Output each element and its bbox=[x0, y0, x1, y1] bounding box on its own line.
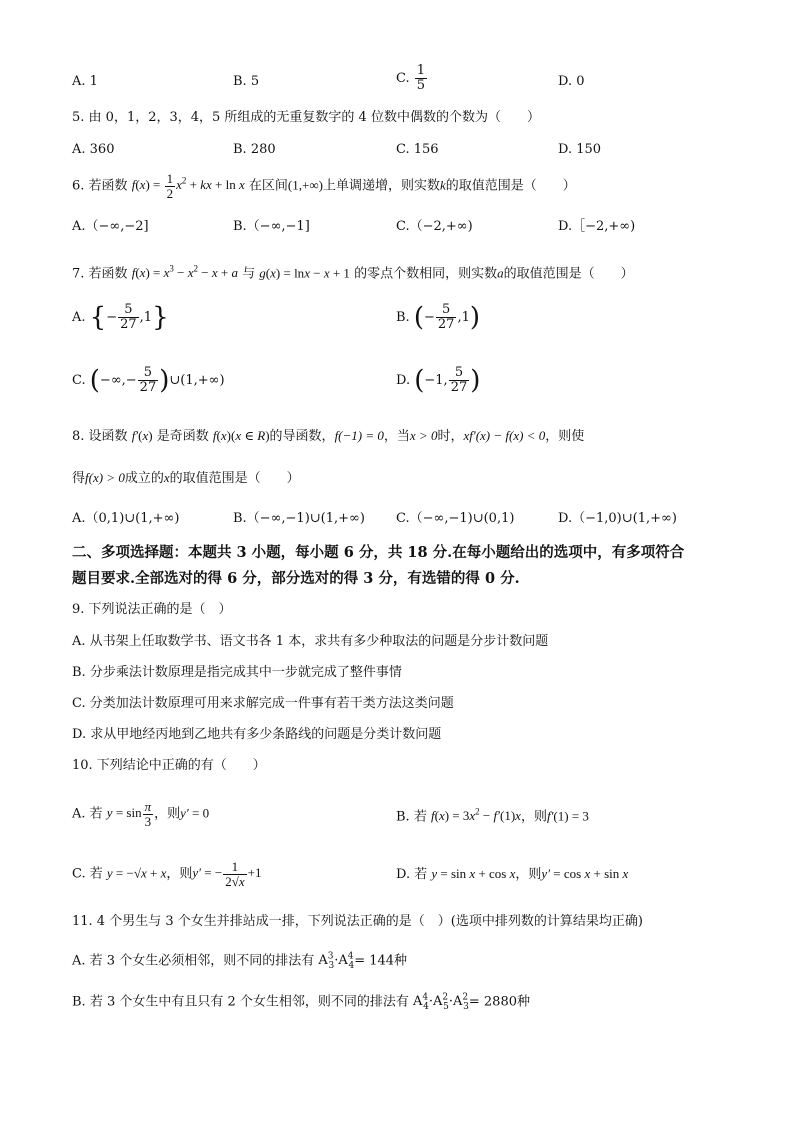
q9-option-a: A. 从书架上任取数学书、语文书各 1 本，求共有多少种取法的问题是分步计数问题 bbox=[72, 634, 549, 649]
q10-stem: 10. 下列结论中正确的有（ ） bbox=[72, 758, 266, 773]
q4-option-b: B. 5 bbox=[233, 74, 260, 89]
q8-option-d: D.（−1,0)∪(1,+∞) bbox=[558, 511, 677, 526]
q5-option-a: A. 360 bbox=[72, 142, 115, 157]
q4-option-c-label: C. bbox=[396, 71, 410, 86]
q4-option-d: D. 0 bbox=[558, 74, 585, 89]
q6-option-b: B.（−∞,−1] bbox=[233, 219, 310, 234]
q8-stem-line2: 得f(x) > 0成立的x的取值范围是（ ） bbox=[72, 470, 300, 486]
q10-option-d: D. 若 y = sin x + cos x，则y′ = cos x + sin x bbox=[396, 866, 629, 882]
section2-heading-line1: 二、多项选择题：本题共 3 小题，每小题 6 分，共 18 分.在每小题给出的选项中，有多项符合 bbox=[72, 544, 685, 561]
q8-option-a: A.（0,1)∪(1,+∞) bbox=[72, 511, 180, 526]
q5-stem: 5. 由 0，1，2，3，4，5 所组成的无重复数字的 4 位数中偶数的个数为（ ） bbox=[72, 110, 540, 125]
q6-option-c: C.（−2,+∞) bbox=[396, 219, 473, 234]
q7-option-a: A. {− $\frac{5}{27}$ ,1} bbox=[72, 302, 169, 333]
q4-option-c-fraction: $\frac{1}{5}$ bbox=[416, 63, 426, 93]
q7-option-c: C. (−∞,− $\frac{5}{27}$ )∪(1,+∞) bbox=[72, 365, 225, 396]
q7-option-b: B. (− $\frac{5}{27}$ ,1) bbox=[396, 302, 480, 333]
q10-option-c: C. 若 y = −√x + x，则y′ = − $\frac{1}{2√x}$ +1 bbox=[72, 859, 262, 889]
q7-formula-f: $f(x) = x^3 - x^2 - x + a$ bbox=[131, 264, 238, 281]
q10-option-b: B. 若 $f(x) = 3x^2 - f'(1)x$，则f′(1) = 3 bbox=[396, 807, 589, 825]
q9-stem: 9. 下列说法正确的是（ ） bbox=[72, 602, 232, 617]
q11-option-b: B. 若 3 个女生中有且只有 2 个女生相邻，则不同的排法有 $A^4_4\cdot A^2_5\cdot A^2_3= 2880$种 bbox=[72, 993, 531, 1012]
q6-stem: 6. 若函数 f(x) = $\frac{1}{2}$ $x^2$ + kx + ln x 在区间(1,+∞)上单调递增，则实数k的取值范围是（ ） bbox=[72, 171, 576, 201]
q5-option-b: B. 280 bbox=[233, 142, 276, 157]
q11-stem: 11. 4 个男生与 3 个女生并排站成一排，下列说法正确的是（ ）(选项中排列数的计算结果均正确) bbox=[72, 914, 643, 929]
q6-option-d: D.［−2,+∞) bbox=[558, 219, 636, 234]
q11-option-a: A. 若 3 个女生必须相邻，则不同的排法有 $A^3_3\cdot A^4_4= 144$种 bbox=[72, 952, 408, 971]
q4-option-c bbox=[396, 64, 428, 93]
q10-option-a: A. 若 y = sin $\frac{\pi}{3}$ ，则y′ = 0 bbox=[72, 799, 210, 829]
q8-option-b: B.（−∞,−1)∪(1,+∞) bbox=[233, 511, 365, 526]
q7-option-d: D. (−1, $\frac{5}{27}$ ) bbox=[396, 365, 481, 396]
q7-stem: 7. 若函数 $f(x) = x^3 - x^2 - x + a$ 与 g(x) = lnx − x + 1 的零点个数相同，则实数a的取值范围是（ ） bbox=[72, 264, 634, 282]
q6-option-a: A.（−∞,−2] bbox=[72, 219, 149, 234]
q5-option-d: D. 150 bbox=[558, 142, 602, 157]
q9-option-b: B. 分步乘法计数原理是指完成其中一步就完成了整件事情 bbox=[72, 665, 402, 680]
q9-option-c: C. 分类加法计数原理可用来求解完成一件事有若干类方法这类问题 bbox=[72, 696, 454, 711]
q4-option-a: A. 1 bbox=[72, 74, 98, 89]
q8-stem-line1: 8. 设函数 f′(x) 是奇函数 f(x)(x ∈ R)的导函数，f(−1) = 0，当x > 0时，xf′(x) − f(x) < 0，则使 bbox=[72, 428, 585, 444]
q8-option-c: C.（−∞,−1)∪(0,1) bbox=[396, 511, 515, 526]
section2-heading-line2: 题目要求.全部选对的得 6 分，部分选对的得 3 分，有选错的得 0 分. bbox=[72, 570, 520, 587]
q5-option-c: C. 156 bbox=[396, 142, 439, 157]
q9-option-d: D. 求从甲地经丙地到乙地共有多少条路线的问题是分类计数问题 bbox=[72, 727, 442, 742]
q7-formula-g: g(x) = lnx − x + 1 bbox=[259, 265, 350, 281]
q6-formula: f(x) = $\frac{1}{2}$ $x^2$ + kx + ln x bbox=[131, 171, 245, 201]
